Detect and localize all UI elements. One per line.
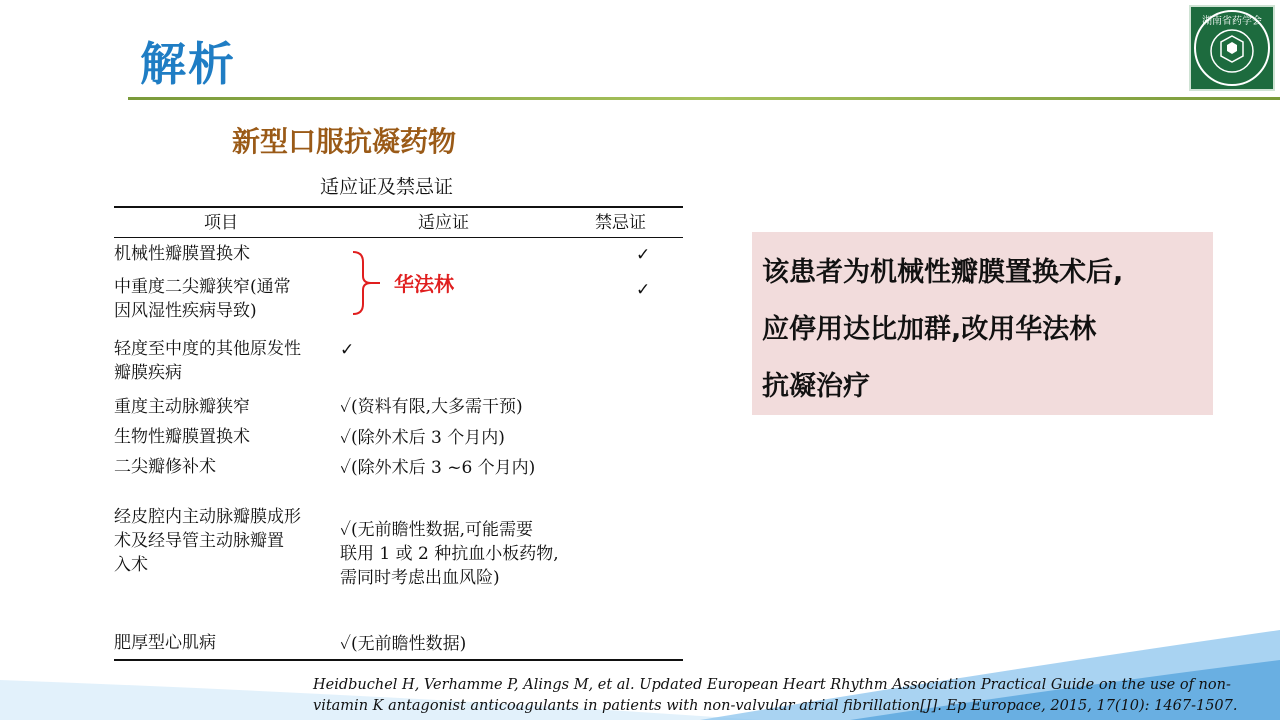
table-row-item: 生物性瓣膜置换术 [114, 427, 250, 447]
logo-text: 湖南省药学会 [1202, 16, 1262, 27]
callout-line: 该患者为机械性瓣膜置换术后, [762, 257, 1124, 288]
table-row-item: 经皮腔内主动脉瓣膜成形 术及经导管主动脉瓣置 入术 [114, 507, 301, 575]
table-row-item: 二尖瓣修补术 [114, 457, 216, 477]
table-header-indication: 适应证 [418, 213, 469, 233]
table-row-item: 机械性瓣膜置换术 [114, 244, 250, 264]
contraindication-check: ✓ [636, 280, 651, 300]
association-logo [1189, 5, 1275, 91]
association-seal-icon [1191, 7, 1273, 89]
citation-reference: Heidbuchel H, Verhamme P, Alings M, et al. Updated European Heart Rhythm Association Practical Guide on the use of non- vitamin K antagonist anticoagulants in patients with non-valvular atrial fibrillation[J]. Ep Europace, 2015, 17(10): 1467-1507. [313, 677, 1238, 714]
table-header-contraindication: 禁忌证 [595, 213, 646, 233]
table-row-item: 轻度至中度的其他原发性 瓣膜疾病 [114, 339, 301, 383]
title-divider [128, 97, 1280, 100]
contraindication-check: ✓ [636, 245, 651, 265]
indication-cell: ✓(除外术后 3 个月内) [340, 428, 505, 448]
indication-cell: ✓(除外术后 3 ~6 个月内) [340, 458, 536, 478]
indication-cell: ✓(无前瞻性数据) [340, 634, 467, 654]
callout-line: 抗凝治疗 [762, 371, 870, 402]
section-subtitle: 新型口服抗凝药物 [232, 125, 457, 158]
callout-line: 应停用达比加群,改用华法林 [762, 314, 1097, 345]
bracket-annotation-icon [350, 250, 380, 316]
indication-cell: ✓ [340, 340, 355, 360]
table-row-item: 中重度二尖瓣狭窄(通常 因风湿性疾病导致) [114, 277, 291, 321]
indication-cell: ✓(无前瞻性数据,可能需要 联用 1 或 2 种抗血小板药物, 需同时考虑出血风险) [340, 520, 559, 588]
page-title: 解析 [140, 37, 236, 91]
table-header-item: 项目 [204, 213, 238, 233]
table-row-item: 肥厚型心肌病 [114, 633, 216, 653]
table-top-rule [114, 206, 683, 208]
table-header-rule [114, 237, 683, 238]
conclusion-callout [752, 232, 1213, 415]
warfarin-annotation: 华法林 [394, 272, 454, 296]
table-row-item: 重度主动脉瓣狭窄 [114, 397, 250, 417]
indication-cell: ✓(资料有限,大多需干预) [340, 397, 523, 417]
table-caption: 适应证及禁忌证 [320, 176, 454, 198]
